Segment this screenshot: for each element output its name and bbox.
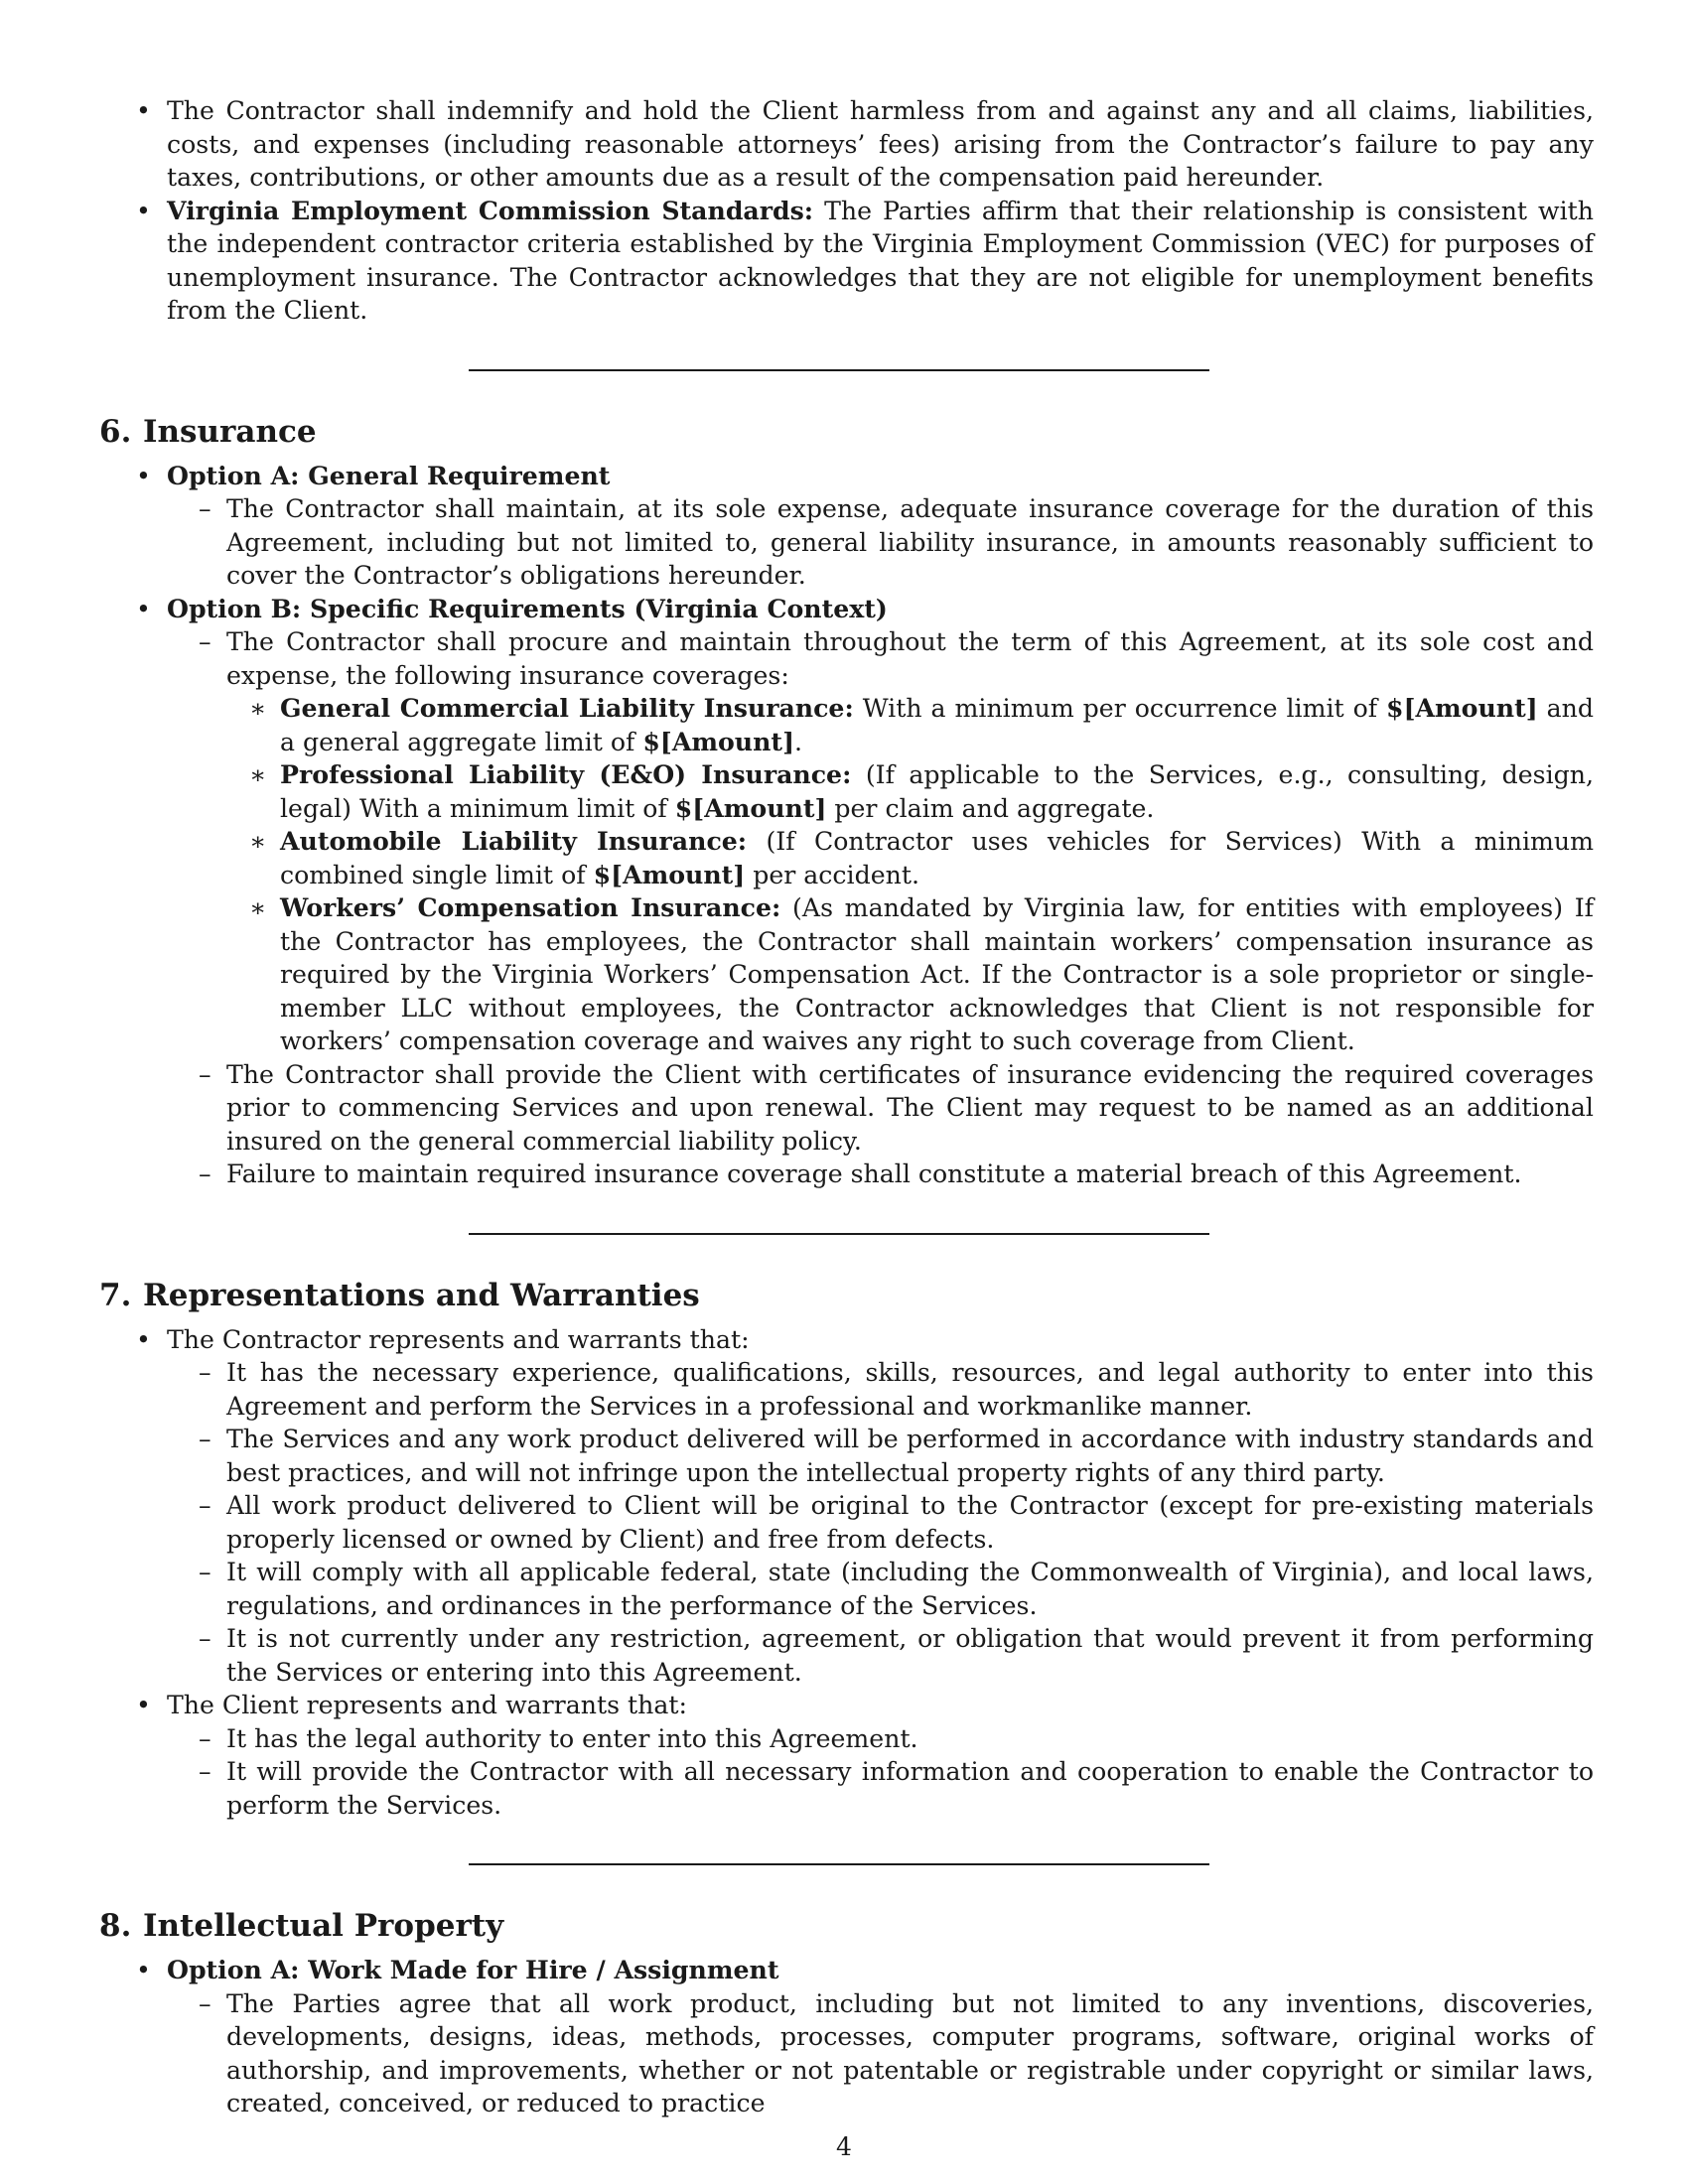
section-heading-insurance: 6. Insurance	[99, 413, 317, 450]
indemnification-bullet: • The Contractor shall indemnify and hold the Client harmless from and against any and all claims, liabilities, costs, and expenses (including reasonable attorneys’ fees) arising from the Contractor’s failure to pay any taxes, contributions, or other amounts due as a result of the compensation paid hereunder.	[99, 94, 1594, 195]
vec-label: Virginia Employment Commission Standards:	[167, 195, 814, 225]
list-item: – It is not currently under any restriction, agreement, or obligation that would prevent it from performing the Services or entering into this Agreement.	[99, 1622, 1594, 1689]
list-item: – The Contractor shall procure and maintain throughout the term of this Agreement, at its sole cost and expense, the following insurance coverages:	[99, 625, 1594, 692]
section-divider	[469, 1233, 1209, 1235]
page-number: 4	[836, 2132, 852, 2161]
list-item: – The Contractor shall maintain, at its sole expense, adequate insurance coverage for the duration of this Agreement, including but not limited to, general liability insurance, in amounts reasonably sufficient to cover the Contractor’s obligations hereunder.	[99, 492, 1594, 593]
section-heading-intellectual-property: 8. Intellectual Property	[99, 1908, 504, 1944]
list-item: – The Contractor shall provide the Client with certificates of insurance evidencing the required coverages prior to commencing Services and upon renewal. The Client may request to be named as an additional insured on the general commercial liability policy.	[99, 1058, 1594, 1159]
section-divider	[469, 1863, 1209, 1865]
list-item: – Failure to maintain required insurance coverage shall constitute a material breach of this Agreement.	[99, 1158, 1594, 1191]
coverage-professional-liability: ∗ Professional Liability (E&O) Insurance: (If applicable to the Services, e.g., consulting, design, legal) With a minimum limit of $[Amount] per claim and aggregate.	[99, 758, 1594, 825]
list-item: – It has the legal authority to enter into this Agreement.	[99, 1722, 1594, 1756]
ip-option-a: • Option A: Work Made for Hire / Assignment	[99, 1954, 1594, 1987]
list-item: – The Parties agree that all work product, including but not limited to any inventions, discoveries, developments, designs, ideas, methods, processes, computer programs, software, original works of authorship, and improvements, whether or not patentable or registrable under copyright or similar laws, created, conceived, or reduced to practice	[99, 1987, 1594, 2120]
list-item: – The Services and any work product delivered will be performed in accordance with industry standards and best practices, and will not infringe upon the intellectual property rights of any third party.	[99, 1423, 1594, 1489]
document-page	[99, 94, 1594, 2120]
list-item: – It will provide the Contractor with all necessary information and cooperation to enable the Contractor to perform the Services.	[99, 1755, 1594, 1822]
coverage-general-commercial: ∗ General Commercial Liability Insurance: With a minimum per occurrence limit of $[Amount] and a general aggregate limit of $[Amount].	[99, 692, 1594, 758]
list-item: – It will comply with all applicable federal, state (including the Commonwealth of Virginia), and local laws, regulations, and ordinances in the performance of the Services.	[99, 1556, 1594, 1622]
section-divider	[469, 369, 1209, 371]
client-represents: • The Client represents and warrants that:	[99, 1689, 1594, 1722]
section-heading-representations: 7. Representations and Warranties	[99, 1277, 700, 1313]
vec-standards-bullet: • Virginia Employment Commission Standards: The Parties affirm that their relationship is consistent with the independent contractor criteria established by the Virginia Employment Commission (VEC) for purposes of unemployment insurance. The Contractor acknowledges that they are not eligible for unemployment benefits from the Client.	[99, 195, 1594, 328]
insurance-option-b: • Option B: Specific Requirements (Virginia Context)	[99, 593, 1594, 626]
insurance-option-a: • Option A: General Requirement	[99, 460, 1594, 493]
contractor-represents: • The Contractor represents and warrants that:	[99, 1323, 1594, 1357]
list-item: – All work product delivered to Client will be original to the Contractor (except for pre-existing materials properly licensed or owned by Client) and free from defects.	[99, 1489, 1594, 1556]
coverage-workers-compensation: ∗ Workers’ Compensation Insurance: (As mandated by Virginia law, for entities with employees) If the Contractor has employees, the Contractor shall maintain workers’ compensation insurance as required by the Virginia Workers’ Compensation Act. If the Contractor is a sole proprietor or single-member LLC without employees, the Contractor acknowledges that Client is not responsible for workers’ compensation coverage and waives any right to such coverage from Client.	[99, 891, 1594, 1058]
coverage-automobile-liability: ∗ Automobile Liability Insurance: (If Contractor uses vehicles for Services) With a minimum combined single limit of $[Amount] per accident.	[99, 825, 1594, 891]
list-item: – It has the necessary experience, qualifications, skills, resources, and legal authority to enter into this Agreement and perform the Services in a professional and workmanlike manner.	[99, 1356, 1594, 1423]
